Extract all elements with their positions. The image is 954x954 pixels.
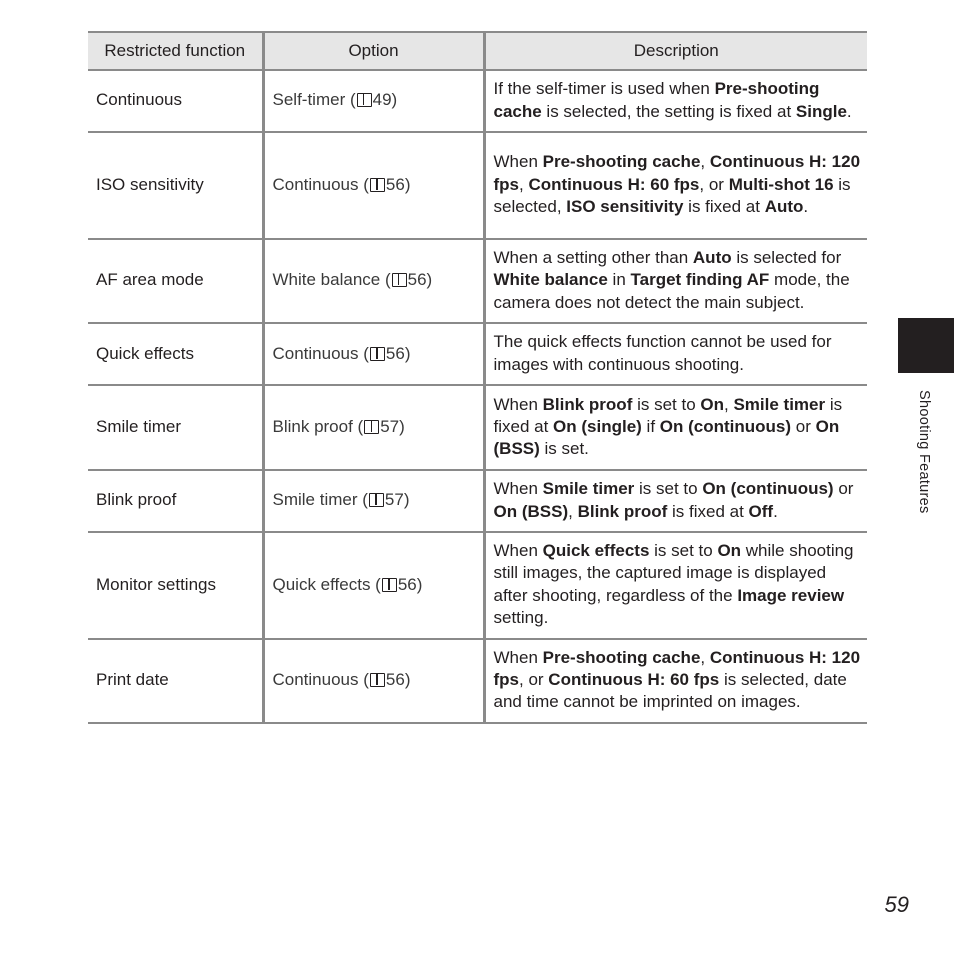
description-text: is selected, date and time cannot be imprinted on images.	[493, 670, 847, 712]
setting-name: On (BSS)	[493, 417, 840, 459]
setting-name: Image review	[737, 585, 845, 605]
description-text: in	[607, 270, 631, 290]
option-cell	[263, 323, 484, 385]
book-reference-icon	[370, 178, 385, 192]
book-reference-icon	[392, 273, 407, 287]
book-reference-icon	[364, 420, 379, 434]
setting-name: Pre-shooting cache	[542, 647, 701, 667]
restricted-function-cell: Smile timer	[88, 385, 263, 470]
option-cell	[263, 532, 484, 639]
option-cell	[263, 132, 484, 239]
option-close-paren: )	[391, 90, 398, 110]
description-text: is set.	[539, 439, 589, 459]
description-text: is set to	[649, 541, 718, 561]
page-reference[interactable]: 56	[407, 270, 427, 290]
option-label: Smile timer (	[272, 490, 368, 510]
setting-name: Smile timer	[733, 394, 826, 414]
option-cell	[263, 385, 484, 470]
setting-name: Quick effects	[542, 541, 650, 561]
description-text: ,	[568, 501, 578, 521]
option-label: Self-timer (	[272, 90, 356, 110]
option-close-paren: )	[426, 270, 433, 290]
description-text: If the self-timer is used when	[493, 79, 715, 99]
page-reference[interactable]: 56	[397, 574, 417, 594]
description-cell	[484, 239, 867, 323]
option-label: Blink proof (	[272, 417, 364, 437]
description-text: is set to	[632, 394, 701, 414]
description-text: is selected,	[493, 174, 851, 217]
table-row	[88, 239, 867, 323]
option-close-paren: )	[399, 417, 405, 437]
book-reference-icon	[370, 673, 385, 687]
description-text: ,	[700, 152, 710, 172]
book-reference-icon	[370, 347, 385, 361]
description-cell	[484, 385, 867, 470]
setting-name: Continuous H: 120 fps	[493, 152, 861, 194]
description-text: , or	[519, 670, 549, 690]
setting-name: Target finding AF	[630, 270, 770, 290]
option-label: Quick effects (	[272, 574, 381, 594]
page-reference[interactable]: 57	[380, 417, 400, 437]
setting-name: Continuous H: 60 fps	[548, 670, 720, 690]
description-text: When	[493, 541, 543, 561]
table-row	[88, 470, 867, 532]
restricted-function-cell: AF area mode	[88, 239, 263, 323]
option-close-paren: )	[404, 174, 411, 194]
description-text: .	[846, 101, 852, 121]
setting-name: On (continuous)	[702, 479, 834, 499]
description-text: When a setting other than	[493, 248, 693, 267]
page-number: 59	[884, 892, 909, 917]
page-reference[interactable]: 56	[385, 670, 405, 690]
table-header-row	[88, 32, 867, 70]
page-reference[interactable]: 56	[385, 174, 405, 194]
setting-name: Auto	[692, 248, 732, 267]
option-label: Continuous (	[272, 174, 369, 194]
option-label: Continuous (	[272, 670, 369, 690]
description-text: When	[493, 647, 543, 667]
description-text: ,	[700, 647, 710, 667]
description-text: or	[833, 479, 854, 499]
book-reference-icon	[357, 93, 372, 107]
setting-name: Single	[795, 101, 847, 121]
description-text: The quick effects function cannot be used for images with continuous shooting.	[493, 332, 832, 374]
description-text: , or	[699, 174, 729, 194]
restrictions-table	[88, 31, 867, 724]
table-row	[88, 70, 867, 132]
setting-name: On (single)	[553, 417, 642, 437]
setting-name: Off	[748, 501, 774, 521]
description-cell	[484, 470, 867, 532]
restricted-function-cell: Blink proof	[88, 470, 263, 532]
table-row	[88, 639, 867, 723]
header-option: Option	[263, 32, 484, 70]
book-reference-icon	[369, 493, 384, 507]
description-text: mode, the camera does not detect the main subject.	[493, 270, 850, 312]
option-close-paren: )	[404, 670, 411, 690]
setting-name: Blink proof	[577, 501, 668, 521]
restricted-function-cell: Print date	[88, 639, 263, 723]
description-text: setting.	[493, 608, 549, 628]
section-label: Shooting Features	[916, 390, 932, 514]
description-text: is selected, the setting is fixed at	[541, 101, 796, 121]
setting-name: On (BSS)	[493, 501, 569, 521]
setting-name: Smile timer	[542, 479, 635, 499]
table-row	[88, 323, 867, 385]
option-close-paren: )	[416, 574, 423, 594]
setting-name: ISO sensitivity	[566, 197, 684, 217]
option-close-paren: )	[404, 343, 411, 363]
restricted-function-cell: Monitor settings	[88, 532, 263, 639]
option-cell	[263, 239, 484, 323]
description-cell	[484, 132, 867, 239]
option-cell	[263, 470, 484, 532]
description-text: When	[493, 394, 543, 414]
setting-name: Continuous H: 60 fps	[528, 174, 700, 194]
page-reference[interactable]: 49	[372, 90, 392, 110]
description-text: while shooting still images, the captured image is displayed after shooting, regardless of the	[493, 541, 854, 605]
option-label: Continuous (	[272, 343, 369, 363]
description-text: .	[773, 501, 778, 521]
description-cell	[484, 639, 867, 723]
restricted-function-cell: Continuous	[88, 70, 263, 132]
table-row	[88, 385, 867, 470]
book-reference-icon	[382, 578, 397, 592]
table-row	[88, 532, 867, 639]
table-row	[88, 132, 867, 239]
section-tab-marker	[898, 318, 954, 373]
description-text: is fixed at	[667, 501, 749, 521]
setting-name: Pre-shooting cache	[493, 79, 820, 121]
option-close-paren: )	[403, 490, 410, 510]
description-text: ,	[724, 394, 734, 414]
restricted-function-cell: Quick effects	[88, 323, 263, 385]
header-restricted-function: Restricted function	[88, 32, 263, 70]
setting-name: On	[700, 394, 724, 414]
description-text: When	[493, 479, 543, 499]
description-text: .	[803, 197, 809, 217]
setting-name: On (continuous)	[659, 417, 792, 437]
header-description: Description	[484, 32, 867, 70]
description-text: is fixed at	[493, 394, 843, 437]
description-text: is selected for	[731, 248, 842, 267]
description-text: is fixed at	[683, 197, 765, 217]
setting-name: On	[717, 541, 742, 561]
option-cell	[263, 70, 484, 132]
page-reference[interactable]: 56	[385, 343, 405, 363]
page-reference[interactable]: 57	[384, 490, 404, 510]
description-text: ,	[519, 174, 529, 194]
option-cell	[263, 639, 484, 723]
description-text: is set to	[634, 479, 703, 499]
option-label: White balance (	[272, 270, 391, 290]
description-cell	[484, 323, 867, 385]
setting-name: Continuous H: 120 fps	[493, 647, 861, 690]
setting-name: White balance	[493, 270, 608, 290]
description-cell	[484, 70, 867, 132]
description-text: When	[493, 152, 543, 172]
setting-name: Auto	[764, 197, 804, 217]
description-text: or	[791, 417, 816, 437]
setting-name: Blink proof	[542, 394, 633, 414]
setting-name: Multi-shot 16	[728, 174, 834, 194]
description-cell	[484, 532, 867, 639]
restricted-function-cell: ISO sensitivity	[88, 132, 263, 239]
setting-name: Pre-shooting cache	[542, 152, 701, 172]
description-text: if	[641, 417, 660, 437]
